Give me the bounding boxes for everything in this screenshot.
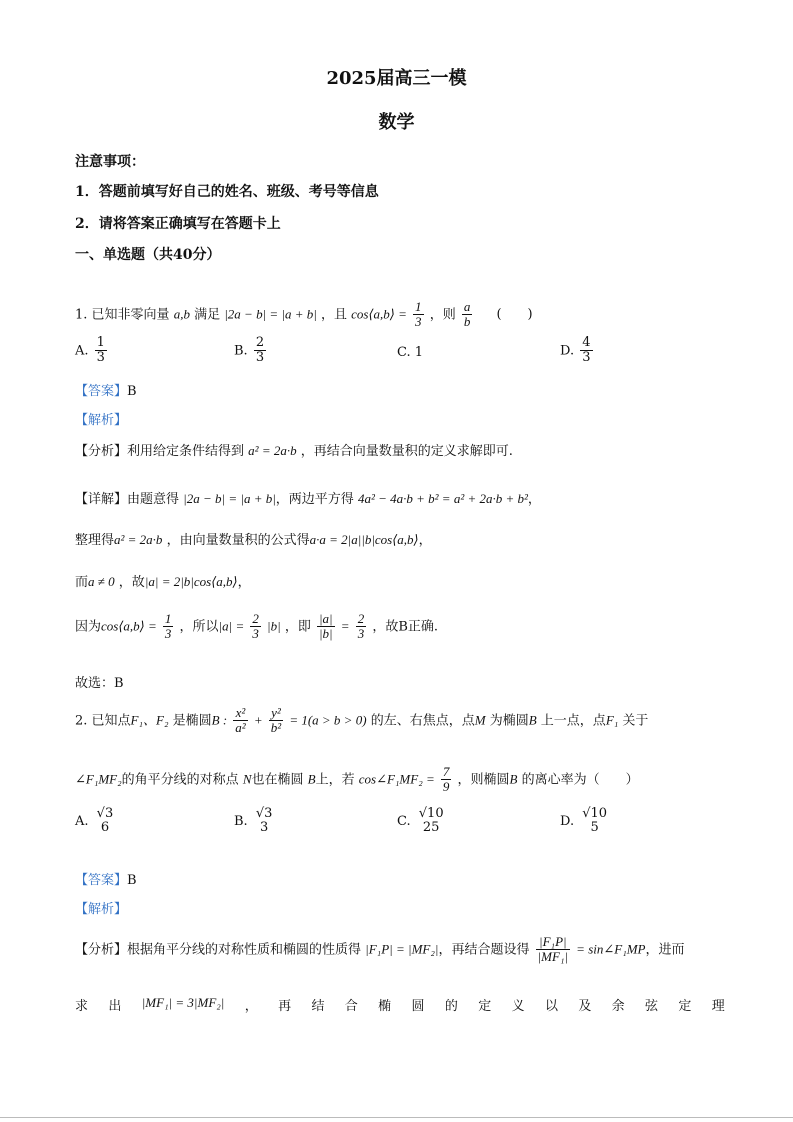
q2-fenxi: 【分析】根据角平分线的对称性质和椭圆的性质得 |F₁P| = |MF₂|，再结合题设得 $\frac{\text{|F₁P|}}{\text{|MF₁|}}$ = sin∠F₁MP，进而	[75, 934, 685, 965]
q1-stem-text: 1. 已知非零向量	[75, 307, 170, 323]
q1-stem-text: ，则	[429, 307, 456, 323]
notice-item-1: 1．答题前填写好自己的姓名、班级、考号等信息	[75, 184, 379, 200]
q1-fenxi: 【分析】利用给定条件结得到 a² = 2a·b ，再结合向量数量积的定义求解即可.	[75, 443, 513, 459]
answer-tag: 【答案】	[75, 384, 128, 399]
page-bottom-divider	[0, 1117, 793, 1118]
q2-option-d: D. √10 5	[560, 806, 608, 836]
q2-option-c: C. √10 25	[397, 806, 444, 836]
q1-analysis-tag: 【解析】	[75, 413, 128, 428]
section-heading: 一、单选题（共40分）	[75, 247, 221, 263]
q1-option-c: C. 1	[397, 345, 424, 360]
q1-option-b-fraction: $\frac{2}{3}$	[255, 335, 265, 366]
q1-option-d: D. $\frac{4}{3}$	[560, 335, 591, 366]
q1-option-b: B. $\frac{2}{3}$	[234, 335, 265, 366]
question-2-stem-line-1: 2. 已知点F₁、F₂ 是椭圆B : $\frac{\text{x²}}{\text{a²}}$ + $\frac{\text{y²}}{\text{b²}}$ = 1(a > b > 0) 的左、右焦点，点M 为椭圆B 上一点，点F₁ 关于	[75, 705, 649, 736]
question-2-stem-line-2: ∠F₁MF₂的角平分线的对称点 N也在椭圆 B上，若 cos∠F₁MF₂ = $\frac{7}{9}$ ，则椭圆B 的离心率为（ ）	[75, 764, 639, 795]
q1-condition-2: cos⟨a,b⟩ =	[351, 306, 407, 322]
q1-answer-paren: ( )	[496, 307, 533, 323]
q2-option-a: A. √3 6	[75, 806, 114, 836]
subject-title: 数学	[378, 112, 415, 133]
q1-detail-line-1: 【详解】由题意得 |2a − b| = |a + b|，两边平方得 4a² − 4a·b + b² = a² + 2a·b + b²，	[75, 491, 541, 507]
q2-analysis-tag: 【解析】	[75, 902, 128, 917]
notice-heading: 注意事项：	[75, 154, 145, 170]
q1-ask-fraction: $\frac{a}{b}$	[463, 299, 471, 330]
q2-fenxi-line-2: 求 出 |MF₁| = 3|MF₂| ， 再 结 合 椭 圆 的 定 义 以 及 余 弦 定 理	[75, 995, 725, 1014]
q1-condition-2-fraction: $\frac{1}{3}$	[415, 299, 422, 330]
q2-answer: 【答案】B	[75, 873, 137, 888]
answer-tag: 【答案】	[75, 873, 128, 888]
q1-fenxi-math: a² = 2a·b	[248, 443, 297, 458]
q2-option-b: B. √3 3	[234, 806, 273, 836]
q1-conclusion: 故选：B	[75, 676, 124, 691]
q1-detail-line-2: 整理得a² = 2a·b ，由向量数量积的公式得a·a = 2|a||b|cos⟨a,b⟩，	[75, 532, 432, 548]
q1-detail-line-3: 而a ≠ 0 ，故|a| = 2|b|cos⟨a,b⟩，	[75, 574, 251, 590]
q1-option-a: A. $\frac{1}{3}$	[75, 335, 105, 366]
q1-option-d-fraction: $\frac{4}{3}$	[582, 335, 591, 366]
notice-item-2: 2．请将答案正确填写在答题卡上	[75, 216, 281, 232]
q1-stem-text: 满足	[194, 307, 221, 323]
q1-condition-1: |2a − b| = |a + b|	[224, 306, 317, 322]
q1-option-a-fraction: $\frac{1}{3}$	[96, 335, 105, 366]
exam-title: 2025届高三一模	[326, 68, 467, 89]
q1-answer: 【答案】B	[75, 384, 137, 399]
q1-detail-line-4: 因为cos⟨a,b⟩ = $\frac{1}{3}$ ，所以|a| = $\frac{2}{3}$ |b| ，即 $\frac{|a|}{|b|}$ = $\frac{2}{3}$ ，故B正确.	[75, 611, 439, 642]
question-1-stem	[75, 300, 533, 330]
q1-vectors: a,b	[173, 306, 190, 322]
q1-stem-text: ，且	[321, 307, 348, 323]
